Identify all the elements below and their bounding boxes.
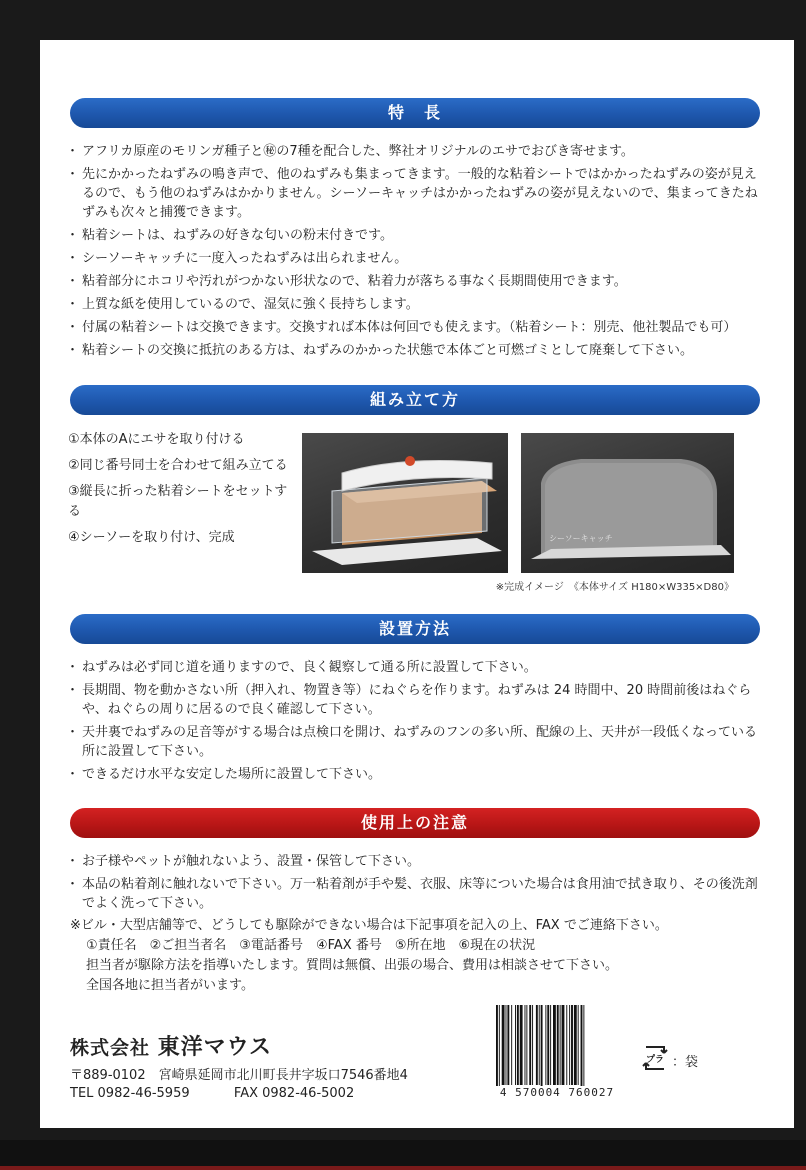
open-trap-illustration	[302, 433, 508, 573]
seesaw-catch-label: シーソーキャッチ	[549, 534, 613, 543]
barcode-bar	[553, 1005, 556, 1085]
note-line1: 担当者が駆除方法を指導いたします。質問は無償、出張の場合、費用は相談させて下さい。	[86, 958, 618, 973]
package-back-panel	[40, 40, 794, 1128]
cautions-list	[68, 852, 768, 917]
barcode-bar	[517, 1005, 519, 1085]
barcode-bar	[581, 1005, 583, 1093]
barcode-bar	[525, 1005, 526, 1085]
recycle-label: ：袋	[672, 1055, 699, 1070]
assembly-step: ③縦長に折った粘着シートをセットする	[68, 484, 288, 519]
cautions-heading: 使用上の注意	[70, 808, 760, 838]
barcode-bar	[566, 1005, 567, 1085]
note-line2: 全国各地に担当者がいます。	[86, 978, 254, 993]
features-item: ・ 先にかかったねずみの鳴き声で、他のねずみも集まってきます。一般的な粘着シートではかかったねずみの姿が見えるので、もう他のねずみはかかりません。シーソーキャッチはかかったねずみの姿が見えないので、集まってきたねずみも次々と捕獲できます。	[68, 165, 768, 222]
assembly-heading: 組み立て方	[70, 385, 760, 415]
barcode-bar	[539, 1005, 540, 1085]
barcode-bar	[541, 1005, 543, 1093]
barcode-bar	[569, 1005, 570, 1085]
note-fields: ①責任名 ②ご担当者名 ③電話番号 ④FAX 番号 ⑤所在地 ⑥現在の状況	[86, 938, 536, 953]
features-item: ・ アフリカ原産のモリンガ種子と㊙の7種を配合した、弊社オリジナルのエサでおびき寄せます。	[68, 142, 768, 161]
barcode-bar	[562, 1005, 565, 1085]
company-brand: 東洋マウス	[157, 1035, 272, 1060]
seesaw-catch-illustration	[521, 433, 734, 573]
company-name	[70, 1030, 272, 1061]
assembly-steps	[68, 430, 288, 554]
assembly-step: ①本体のAにエサを取り付ける	[68, 432, 245, 447]
barcode-bar	[515, 1005, 516, 1085]
features-item: ・ 上質な紙を使用しているので、湿気に強く長持ちします。	[68, 295, 768, 314]
installation-item: ・ できるだけ水平な安定した場所に設置して下さい。	[68, 765, 768, 784]
barcode-bar	[545, 1005, 546, 1085]
contact-note	[70, 916, 770, 996]
barcode-bar	[506, 1005, 507, 1085]
features-list	[68, 142, 768, 364]
note-intro: ※ビル・大型店舗等で、どうしても駆除ができない場合は下記事項を記入の上、FAX でご連絡下さい。	[70, 918, 668, 933]
barcode-bar	[578, 1005, 579, 1085]
package-bottom-edge	[0, 1140, 806, 1170]
barcode-bar	[536, 1005, 538, 1085]
barcode-bar	[529, 1005, 531, 1085]
barcode-bar	[520, 1005, 523, 1085]
company-prefix: 株式会社	[70, 1037, 151, 1059]
barcode-bar	[507, 1005, 509, 1085]
barcode-bar	[574, 1005, 577, 1085]
company-address: 〒889-0102 宮崎県延岡市北川町長井字坂口7546番地4	[70, 1068, 408, 1083]
barcode-bar	[532, 1005, 533, 1085]
barcode-bar	[526, 1005, 527, 1085]
features-item: ・ 付属の粘着シートは交換できます。交換すれば本体は何回でも使えます。（粘着シート：別売、他社製品でも可）	[68, 318, 768, 337]
features-heading: 特 長	[70, 98, 760, 128]
barcode-bar	[560, 1005, 561, 1085]
features-item: ・ 粘着部分にホコリや汚れがつかない形状なので、粘着力が落ちる事なく長期間使用できます。	[68, 272, 768, 291]
installation-list	[68, 658, 768, 788]
installation-heading: 設置方法	[70, 614, 760, 644]
barcode-bar	[557, 1005, 559, 1085]
company-tel: TEL 0982-46-5959	[70, 1086, 190, 1101]
features-item: ・ 粘着シートは、ねずみの好きな匂いの粉末付きです。	[68, 226, 768, 245]
barcode-bar	[511, 1005, 512, 1085]
cautions-item: ・ 本品の粘着剤に触れないで下さい。万一粘着剤が手や髪、衣服、床等についた場合は食用油で拭き取り、その後洗剤でよく洗って下さい。	[68, 875, 768, 913]
company-phones	[70, 1086, 354, 1101]
barcode-bar	[571, 1005, 573, 1085]
barcode-bar	[496, 1005, 498, 1093]
installation-item: ・ 天井裏でねずみの足音等がする場合は点検口を開け、ねずみのフンの多い所、配線の上、天井が一段低くなっている所に設置して下さい。	[68, 723, 768, 761]
installation-item: ・ 長期間、物を動かさない所（押入れ、物置き等）にねぐらを作ります。ねずみは 24 時間中、20 時間前後はねぐらや、ねぐらの周りに居るので良く確認して下さい。	[68, 681, 768, 719]
assembly-caption: ※完成イメージ 《本体サイズ H180×W335×D80》	[495, 582, 734, 593]
barcode-number: 4 570004 760027	[487, 1086, 627, 1099]
company-fax: FAX 0982-46-5002	[233, 1086, 355, 1101]
installation-item: ・ ねずみは必ず同じ道を通りますので、良く観察して通る所に設置して下さい。	[68, 658, 768, 677]
assembly-photo-open	[302, 433, 508, 573]
assembly-step: ②同じ番号同士を合わせて組み立てる	[68, 458, 288, 473]
features-item: ・ シーソーキャッチに一度入ったねずみは出られません。	[68, 249, 768, 268]
recycle-mark-text: プラ	[645, 1055, 665, 1065]
barcode-bar	[502, 1005, 505, 1085]
barcode-bar	[547, 1005, 549, 1085]
cautions-item: ・ お子様やペットが触れないよう、設置・保管して下さい。	[68, 852, 768, 871]
recycle-plastic-icon	[640, 1043, 670, 1073]
assembly-photo-complete	[521, 433, 734, 573]
barcode-bar	[550, 1005, 551, 1085]
barcode-bar	[583, 1005, 584, 1093]
barcode-bar	[499, 1005, 500, 1093]
assembly-step: ④シーソーを取り付け、完成	[68, 530, 235, 545]
features-item: ・ 粘着シートの交換に抵抗のある方は、ねずみのかかった状態で本体ごと可燃ゴミとして廃棄して下さい。	[68, 341, 768, 360]
